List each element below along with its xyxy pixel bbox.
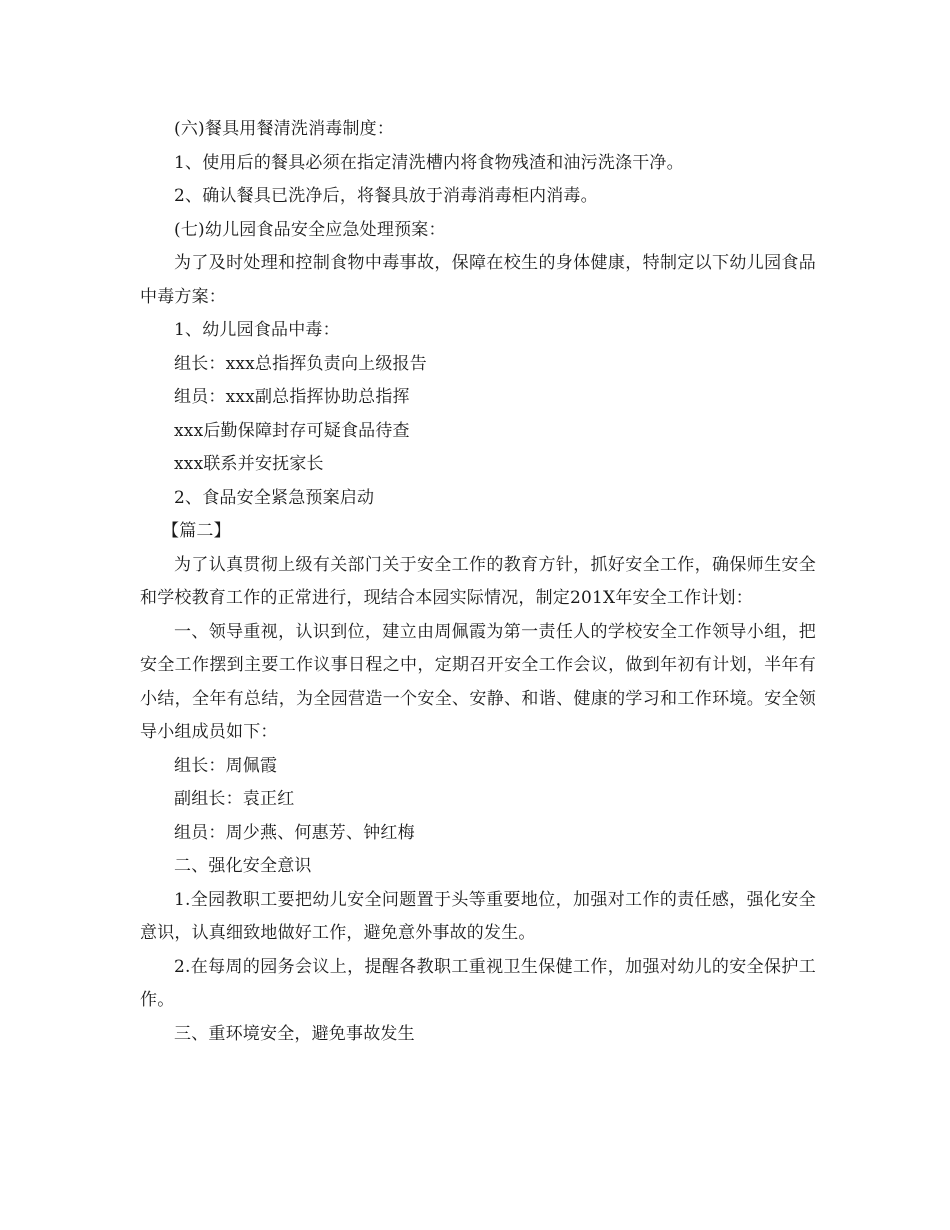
- paragraph: 1、使用后的餐具必须在指定清洗槽内将食物残渣和油污洗涤干净。: [174, 152, 684, 173]
- part-heading: 【篇二】: [162, 521, 231, 541]
- section-heading-environment-safety: 三、重环境安全，避免事故发生: [174, 1023, 415, 1044]
- paragraph: 1.全园教职工要把幼儿安全问题置于头等重要地位，加强对工作的责任感，强化安全意识，认真细致地做好工作，避免意外事故的发生。: [140, 889, 816, 943]
- section-heading-tableware: (六)餐具用餐清洗消毒制度：: [174, 119, 395, 139]
- paragraph: 组员：xxx副总指挥协助总指挥: [174, 387, 410, 407]
- paragraph: 2、食品安全紧急预案启动: [174, 487, 375, 508]
- paragraph: 2.在每周的园务会议上，提醒各教职工重视卫生保健工作，加强对幼儿的安全保护工作。: [140, 956, 816, 1010]
- paragraph: xxx后勤保障封存可疑食品待查: [174, 420, 410, 441]
- section-heading-emergency-plan: (七)幼儿园食品安全应急处理预案：: [174, 219, 446, 240]
- document-body: [140, 113, 816, 1051]
- paragraph: 为了及时处理和控制食物中毒事故，保障在校生的身体健康，特制定以下幼儿园食品中毒方案：: [140, 253, 816, 307]
- paragraph: 组长：xxx总指挥负责向上级报告: [174, 353, 427, 374]
- paragraph: 为了认真贯彻上级有关部门关于安全工作的教育方针，抓好安全工作，确保师生安全和学校教育工作的正常进行，现结合本园实际情况，制定201X年安全工作计划：: [140, 554, 816, 608]
- paragraph: 组员：周少燕、何惠芳、钟红梅: [174, 822, 415, 843]
- paragraph: 2、确认餐具已洗净后，将餐具放于消毒消毒柜内消毒。: [174, 186, 598, 206]
- paragraph: xxx联系并安抚家长: [174, 454, 324, 474]
- paragraph: 一、领导重视，认识到位，建立由周佩霞为第一责任人的学校安全工作领导小组，把安全工作摆到主要工作议事日程之中，定期召开安全工作会议，做到年初有计划，半年有小结，全年有总结，为全园营造一个安全、安静、和谐、健康的学习和工作环境。安全领导小组成员如下：: [140, 621, 816, 742]
- section-heading-safety-awareness: 二、强化安全意识: [174, 856, 312, 876]
- paragraph: 副组长：袁正红: [174, 789, 295, 809]
- paragraph: 1、幼儿园食品中毒：: [174, 320, 340, 340]
- paragraph: 组长：周佩霞: [174, 755, 278, 776]
